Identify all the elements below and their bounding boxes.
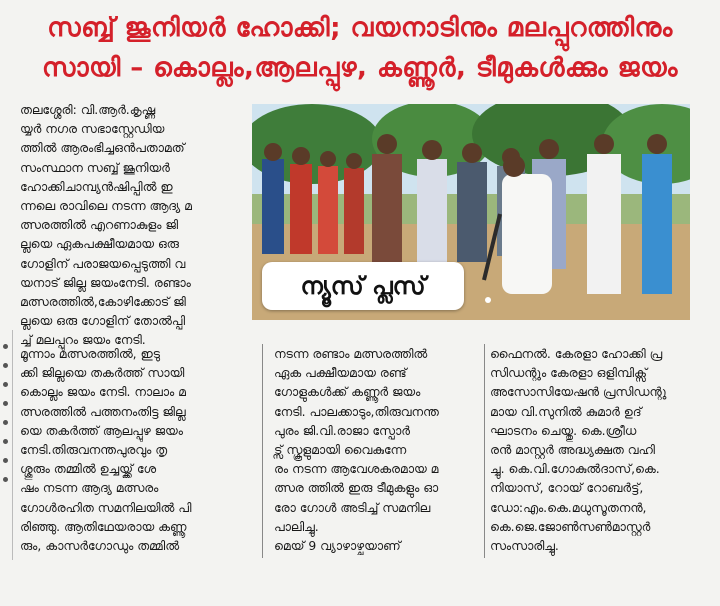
article-column-3: ഫൈനൽ. കേരളാ ഹോക്കി പ്ര സിഡന്റും കേരളാ ഒളിമ്പിക്സ് അസോസിയേഷൻ പ്രസിഡന്റു മായ വി.സുനിൽ കുമാർ ഉദ് ഘാടനം ചെയ്തു. കെ.ശ്രീധ രൻ മാസ്റ്റർ അദ്ധ്യക്ഷത വഹി ച്ചു. കെ.വി.ഗോകുൽദാസ്,കെ. നിയാസ്, റോയ് റോബർട്ട്, ഡോ:എം.കെ.മധുസൂതനൻ, കെ.ജെ.ജോൺസൺമാസ്റ്റർ സംസാരിച്ചു. — [490, 346, 667, 554]
news-plus-badge: ന്യൂസ് പ്ലസ് — [262, 262, 464, 310]
adjacent-article-edge — [0, 330, 13, 560]
headline — [0, 8, 720, 88]
article-column-1-top: തലശ്ശേരി: വി.ആർ.കൃഷ്ണ യ്യർ നഗര സഭാസ്റ്റേഡിയ ത്തിൽ ആരംഭിച്ചഒൻപതാമത് സംസ്ഥാന സബ്ബ് ജൂനിയർ ഹോക്കിചാമ്പ്യൻഷിപ്പിൽ ഇ ന്നലെ രാവിലെ നടന്ന ആദ്യ മ ത്സരത്തിൽ എറണാകുളം ജി ല്ലയെ ഏകപക്ഷീയമായ ഒരു ഗോളിന് പരാജയപ്പെടുത്തി വ യനാട് ജില്ല ജയംനേടി. രണ്ടാം മത്സരത്തിൽ,കോഴിക്കോട് ജി ല്ലയെ ഒരു ഗോളിന് തോൽപ്പി ച്ച് മലപ്പുറം ജയം നേടി. — [20, 102, 192, 348]
article-column-2: നടന്ന രണ്ടാം മത്സരത്തിൽ ഏക പക്ഷീയമായ രണ്ട് ഗോളുകൾക്ക് കണ്ണൂർ ജയം നേടി. പാലക്കാടും,തിരുവനന്ത പുരം ജി.വി.രാജാ സ്പോർ ട്സ് സ്കൂളുമായി വൈകുന്നേ രം നടന്ന ആവേശകരമായ മ ത്സര ത്തിൽ ഇരു ടീമുകളും ഓ രോ ഗോൾ അടിച്ച് സമനില പാലിച്ചു. മെയ് 9 വ്യാഴാഴ്ചയാണ് — [274, 346, 439, 554]
column-divider — [484, 344, 485, 558]
headline-line-2: സായി – കൊല്ലം,ആലപ്പുഴ, കണ്ണൂർ, ടീമുകൾക്കും ജയം — [42, 53, 678, 83]
article-column-1-bottom: മൂന്നാം മത്സരത്തിൽ, ഇടു ക്കി ജില്ലയെ തകർത്ത് സായി കൊല്ലം ജയം നേടി. നാലാം മ ത്സരത്തിൽ പത്തനംതിട്ട ജില്ല യെ തകർത്ത് ആലപ്പുഴ ജയം നേടി.തിരുവനന്തപുരവും തൃ ശ്ശൂരും തമ്മിൽ ഉച്ചയ്ക്ക് ശേ ഷം നടന്ന ആദ്യ മത്സരം ഗോൾരഹിത സമനിലയിൽ പി രിഞ്ഞു. ആതിഥേയരായ കണ്ണൂ രും, കാസർഗോഡും തമ്മിൽ — [20, 346, 192, 554]
column-divider — [262, 344, 263, 558]
headline-line-1: സബ്ബ് ജൂനിയർ ഹോക്കി; വയനാടിനും മലപ്പുറത്തിനും — [47, 13, 673, 43]
